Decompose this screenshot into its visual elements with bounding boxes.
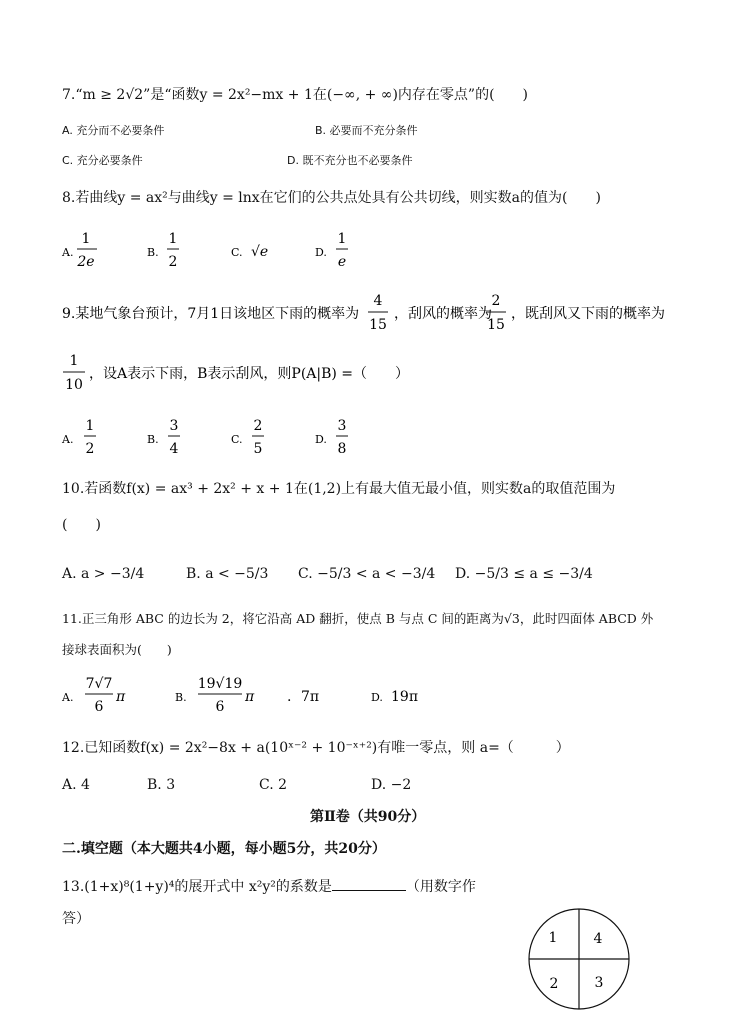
- sector-label-3: 3: [594, 975, 604, 991]
- svg-text:3: 3: [169, 418, 179, 434]
- svg-text:A.: A.: [62, 246, 74, 259]
- svg-text:2: 2: [491, 293, 501, 309]
- q7-option-a: A. 充分而不必要条件: [62, 124, 165, 137]
- q8-option-c: [231, 244, 268, 260]
- q8-option-a: [61, 231, 97, 270]
- q10-paren: ( ): [62, 517, 101, 533]
- svg-text:C.: C.: [231, 246, 243, 259]
- svg-text:5: 5: [253, 441, 263, 457]
- svg-text:7√7: 7√7: [85, 676, 113, 692]
- svg-text:D.: D.: [315, 433, 327, 446]
- q8-option-b: [147, 231, 179, 270]
- svg-text:π: π: [116, 689, 126, 705]
- svg-text:1: 1: [81, 231, 91, 247]
- svg-text:A.: A.: [62, 691, 74, 704]
- svg-text:2: 2: [168, 254, 178, 270]
- q13-stem-tail: （用数字作: [405, 879, 476, 895]
- svg-text:2e: 2e: [77, 254, 95, 270]
- q8-stem: 8.若曲线y = ax²与曲线y = lnx在它们的公共点处具有公共切线，则实数a的值为( ): [62, 190, 601, 206]
- svg-text:15: 15: [369, 317, 387, 333]
- svg-text:.: .: [287, 689, 292, 705]
- svg-text:19√19: 19√19: [197, 676, 243, 692]
- svg-text:1: 1: [69, 353, 79, 369]
- q7-stem: 7.“m ≥ 2√2”是“函数y = 2x²−mx + 1在(−∞, + ∞)内存在零点”的( ): [62, 87, 529, 103]
- q12-option-b: B. 3: [147, 777, 176, 793]
- svg-text:，刮风的概率为: ，刮风的概率为: [394, 306, 492, 322]
- svg-text:e: e: [337, 254, 347, 270]
- q9-options: [55, 412, 385, 462]
- q10-stem: 10.若函数f(x) = ax³ + 2x² + x + 1在(1,2)上有最大值无最小值，则实数a的取值范围为: [62, 481, 616, 497]
- svg-text:4: 4: [169, 441, 179, 457]
- svg-text:6: 6: [94, 699, 104, 715]
- q13-stem-tail2: 答）: [62, 911, 90, 927]
- svg-text:10: 10: [65, 377, 83, 393]
- q12-option-d: D. −2: [371, 777, 412, 793]
- svg-text:2: 2: [85, 441, 95, 457]
- svg-text:7π: 7π: [301, 689, 320, 705]
- svg-text:√e: √e: [251, 244, 269, 260]
- q8-option-d: [315, 231, 348, 270]
- q11-options: [55, 670, 435, 720]
- svg-text:1: 1: [337, 231, 347, 247]
- svg-text:B.: B.: [147, 433, 159, 446]
- svg-text:19π: 19π: [391, 689, 419, 705]
- q10-option-b: B. a < −5/3: [186, 566, 269, 582]
- q12-stem: 12.已知函数f(x) = 2x²−8x + a(10ˣ⁻² + 10⁻ˣ⁺²)有唯一零点，则 a=（ ）: [62, 740, 570, 756]
- q12-option-a: A. 4: [62, 777, 90, 793]
- q9-stem-line2: [55, 348, 475, 398]
- q13-stem: [62, 878, 476, 894]
- q10-option-a: A. a > −3/4: [62, 566, 145, 582]
- svg-text:B.: B.: [175, 691, 187, 704]
- svg-text:15: 15: [487, 317, 505, 333]
- q10-option-c: C. −5/3 < a < −3/4: [298, 566, 436, 582]
- circle-diagram: [525, 905, 635, 1015]
- svg-text:4: 4: [373, 293, 383, 309]
- sector-label-2: 2: [549, 976, 559, 992]
- q9-stem-line1: [55, 288, 695, 338]
- svg-text:，设A表示下雨，B表示刮风，则P(A|B) =（ ）: ，设A表示下雨，B表示刮风，则P(A|B) =（ ）: [89, 366, 410, 382]
- svg-text:6: 6: [215, 699, 225, 715]
- sector-label-4: 4: [593, 931, 603, 947]
- svg-text:π: π: [245, 689, 255, 705]
- q11-stem2: 接球表面积为( ): [62, 642, 172, 657]
- q7-option-b: B. 必要而不充分条件: [315, 124, 418, 137]
- q8-options: [55, 225, 385, 275]
- svg-text:C.: C.: [231, 433, 243, 446]
- svg-text:9.某地气象台预计，7月1日该地区下雨的概率为: 9.某地气象台预计，7月1日该地区下雨的概率为: [62, 306, 360, 322]
- q7-option-c: C. 充分必要条件: [62, 154, 143, 167]
- q11-stem: 11.正三角形 ABC 的边长为 2，将它沿高 AD 翻折，使点 B 与点 C 间的距离为√3，此时四面体 ABCD 外: [62, 611, 654, 626]
- svg-text:8: 8: [337, 441, 347, 457]
- svg-text:1: 1: [85, 418, 95, 434]
- section-title: 二.填空题（本大题共4小题，每小题5分，共20分）: [62, 841, 386, 857]
- svg-text:2: 2: [253, 418, 263, 434]
- svg-text:，既刮风又下雨的概率为: ，既刮风又下雨的概率为: [511, 306, 665, 322]
- q13-stem-text: 13.(1+x)⁸(1+y)⁴的展开式中 x²y²的系数是: [62, 879, 332, 895]
- svg-text:B.: B.: [147, 246, 159, 259]
- svg-text:D.: D.: [315, 246, 327, 259]
- sector-label-1: 1: [548, 930, 558, 946]
- svg-text:D.: D.: [371, 691, 383, 704]
- svg-text:3: 3: [337, 418, 347, 434]
- q13-answer-blank[interactable]: [332, 878, 406, 891]
- q10-option-d: D. −5/3 ≤ a ≤ −3/4: [455, 566, 593, 582]
- q12-option-c: C. 2: [259, 777, 288, 793]
- svg-text:1: 1: [168, 231, 178, 247]
- q7-option-d: D. 既不充分也不必要条件: [287, 154, 413, 167]
- svg-text:A.: A.: [62, 433, 74, 446]
- part2-title: 第Ⅱ卷（共90分）: [310, 809, 426, 825]
